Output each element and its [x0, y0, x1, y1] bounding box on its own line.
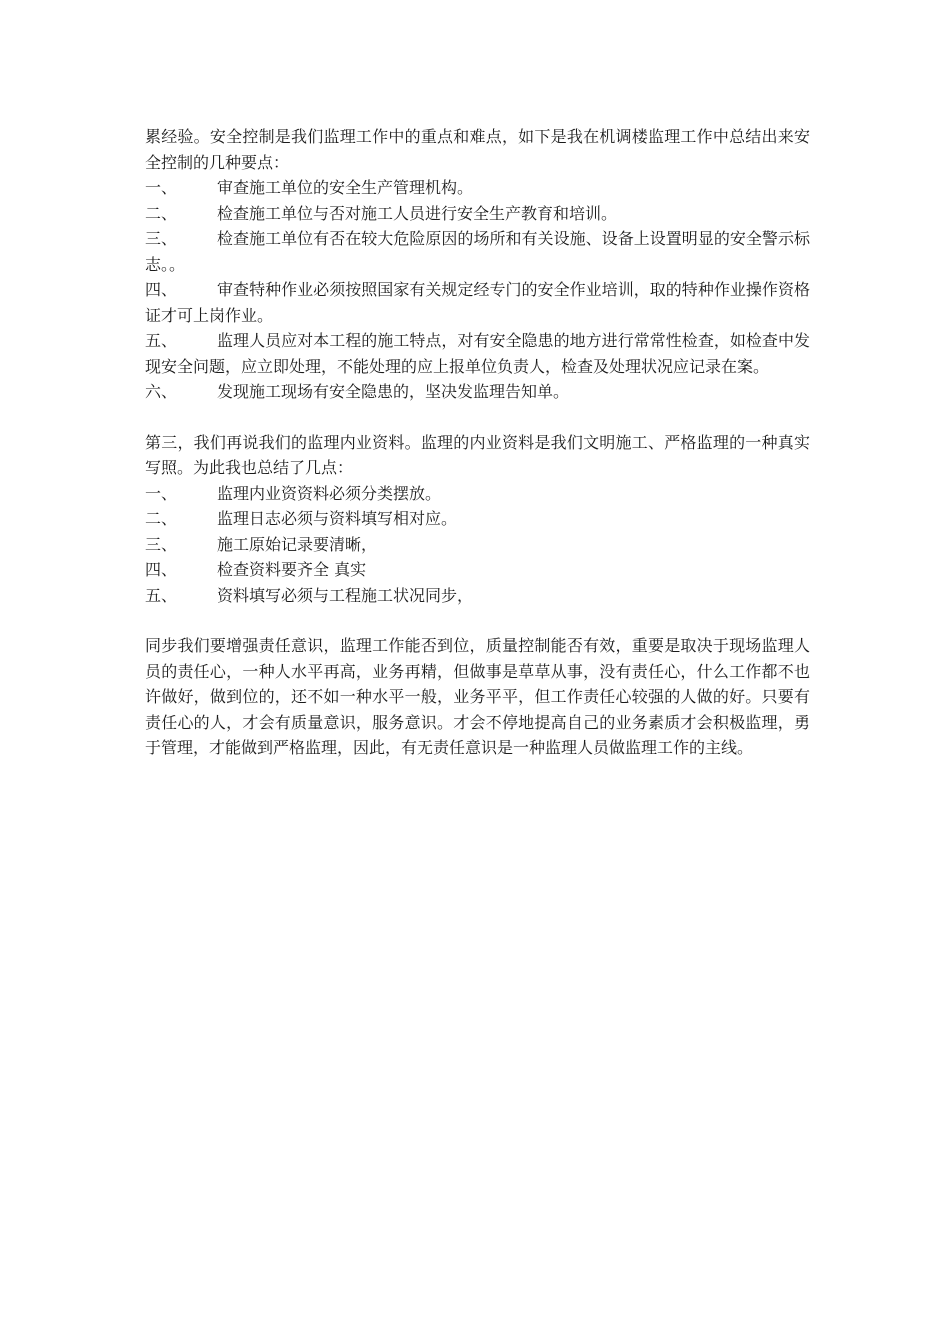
item-number: 一、 — [145, 483, 178, 503]
item-number: 三、 — [145, 229, 178, 248]
item-text: 监理人员应对本工程的施工特点，对有安全隐患的地方进行常常性检查，如检查中发现安全问题，应立即处理，不能处理的应上报单位负责人，检查及处理状况应记录在案。 — [145, 331, 810, 376]
item-text: 检查施工单位有否在较大危险原因的场所和有关设施、设备上设置明显的安全警示标志。。 — [145, 229, 810, 274]
list-item — [145, 481, 810, 507]
item-text: 审查特种作业必须按照国家有关规定经专门的安全作业培训，取的特种作业操作资格证才可上岗作业。 — [145, 280, 810, 325]
item-number: 一、 — [145, 178, 178, 197]
list-item — [145, 226, 810, 277]
item-number: 四、 — [145, 560, 178, 579]
list-item — [145, 328, 810, 379]
list-item — [145, 532, 810, 558]
item-number: 三、 — [145, 534, 178, 554]
item-number: 六、 — [145, 382, 178, 401]
third-paragraph: 第三，我们再说我们的监理内业资料。监理的内业资料是我们文明施工、严格监理的一种真实写照。为此我也总结了几点： — [145, 432, 810, 477]
item-number: 五、 — [145, 331, 178, 350]
list-item — [145, 583, 810, 609]
item-number: 二、 — [145, 509, 178, 528]
intro-paragraph: 累经验。安全控制是我们监理工作中的重点和难点，如下是我在机调楼监理工作中总结出来安全控制的几种要点： — [145, 127, 810, 172]
closing-paragraph: 同步我们要增强责任意识，监理工作能否到位，质量控制能否有效，重要是取决于现场监理人员的责任心，一种人水平再高，业务再精，但做事是草草从事，没有责任心，什么工作都不也许做好，做到位的，还不如一种水平一般，业务平平，但工作责任心较强的人做的好。只要有责任心的人，才会有质量意识，服务意识。才会不停地提高自己的业务素质才会积极监理，勇于管理，才能做到严格监理，因此，有无责任意识是一种监理人员做监理工作的主线。 — [145, 636, 810, 757]
list-item — [145, 557, 810, 583]
item-text: 检查施工单位与否对施工人员进行安全生产教育和培训。 — [217, 203, 618, 223]
list-item — [145, 175, 810, 201]
item-number: 二、 — [145, 203, 178, 223]
data-points-list — [145, 481, 810, 609]
item-number: 四、 — [145, 280, 178, 299]
item-text: 监理内业资资料必须分类摆放。 — [217, 483, 442, 503]
item-text: 发现施工现场有安全隐患的，坚决发监理告知单。 — [217, 382, 570, 401]
item-text: 审查施工单位的安全生产管理机构。 — [217, 178, 474, 197]
list-item — [145, 277, 810, 328]
list-item — [145, 201, 810, 227]
item-text: 资料填写必须与工程施工状况同步， — [217, 585, 474, 605]
document-page — [145, 124, 810, 761]
list-item — [145, 506, 810, 532]
safety-points-list — [145, 175, 810, 405]
list-item — [145, 379, 810, 405]
item-text: 监理日志必须与资料填写相对应。 — [217, 509, 458, 528]
item-text: 检查资料要齐全 真实 — [217, 560, 367, 579]
item-number: 五、 — [145, 585, 178, 605]
item-text: 施工原始记录要清晰， — [217, 534, 378, 554]
